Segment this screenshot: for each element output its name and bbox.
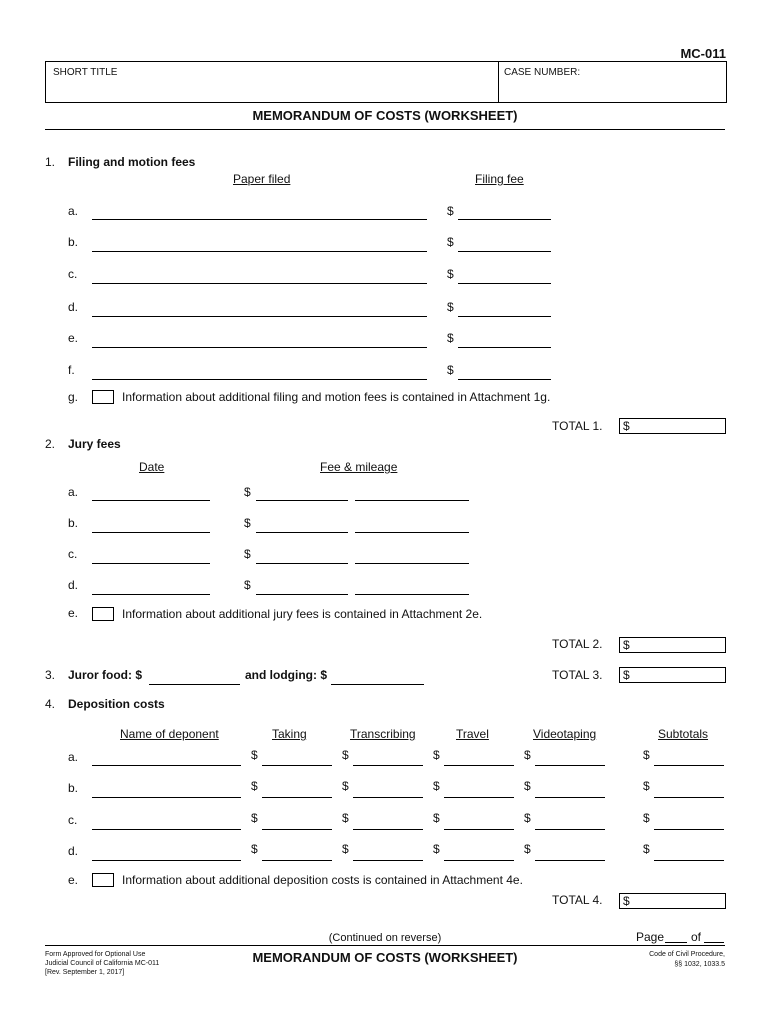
total-3-label: TOTAL 3. xyxy=(552,668,603,682)
dollar-sign: $ xyxy=(447,363,454,377)
dollar-sign: $ xyxy=(251,811,258,825)
dollar-sign: $ xyxy=(251,779,258,793)
footer-divider xyxy=(45,945,725,946)
dollar-sign: $ xyxy=(447,331,454,345)
row-label: d. xyxy=(68,300,79,314)
subtotal-line[interactable] xyxy=(654,829,724,830)
section1-number: 1. xyxy=(45,155,56,169)
total-4-label: TOTAL 4. xyxy=(552,893,603,907)
fee-line[interactable] xyxy=(256,500,348,501)
travel-line[interactable] xyxy=(444,797,514,798)
col-transcribing: Transcribing xyxy=(350,727,416,741)
dollar-sign: $ xyxy=(433,748,440,762)
deponent-line[interactable] xyxy=(92,797,241,798)
dollar-sign: $ xyxy=(643,779,650,793)
page-label: Page xyxy=(636,930,665,944)
dollar-sign: $ xyxy=(342,842,349,856)
taking-line[interactable] xyxy=(262,860,332,861)
taking-line[interactable] xyxy=(262,765,332,766)
dollar-sign: $ xyxy=(643,842,650,856)
dollar-sign: $ xyxy=(342,811,349,825)
dollar-sign: $ xyxy=(524,779,531,793)
dollar-sign: $ xyxy=(244,485,251,499)
section4-number: 4. xyxy=(45,697,56,711)
section2-title: Jury fees xyxy=(68,437,121,451)
row-label: d. xyxy=(68,844,79,858)
travel-line[interactable] xyxy=(444,860,514,861)
dollar-sign: $ xyxy=(342,779,349,793)
footer-title: MEMORANDUM OF COSTS (WORKSHEET) xyxy=(252,950,518,965)
mileage-line[interactable] xyxy=(355,500,469,501)
dollar-sign: $ xyxy=(643,748,650,762)
section2-col-fee: Fee & mileage xyxy=(320,460,398,474)
taking-line[interactable] xyxy=(262,829,332,830)
videotaping-line[interactable] xyxy=(535,765,605,766)
footer-left-3: [Rev. September 1, 2017] xyxy=(45,969,125,976)
total-3-box[interactable]: $ xyxy=(619,667,726,683)
attachment-1g-text: Information about additional filing and motion fees is contained in Attachment 1g. xyxy=(122,390,551,404)
attachment-2e-text: Information about additional jury fees is contained in Attachment 2e. xyxy=(122,607,483,621)
row-label: e. xyxy=(68,331,79,345)
short-title-input[interactable] xyxy=(52,80,496,100)
short-title-label: SHORT TITLE xyxy=(53,67,118,78)
lodging-label: and lodging: $ xyxy=(245,668,327,682)
fee-line[interactable] xyxy=(256,594,348,595)
form-number: MC-011 xyxy=(680,46,726,61)
dollar-sign: $ xyxy=(244,578,251,592)
filing-fee-line[interactable] xyxy=(458,347,551,348)
col-videotaping: Videotaping xyxy=(533,727,597,741)
section2-col-date: Date xyxy=(139,460,165,474)
dollar-sign: $ xyxy=(447,235,454,249)
dollar-sign: $ xyxy=(433,811,440,825)
deponent-line[interactable] xyxy=(92,765,241,766)
dollar-sign: $ xyxy=(251,842,258,856)
dollar-sign: $ xyxy=(643,811,650,825)
row-label: b. xyxy=(68,516,79,530)
footer-right-1: Code of Civil Procedure, xyxy=(649,951,725,958)
deponent-line[interactable] xyxy=(92,829,241,830)
section2-number: 2. xyxy=(45,437,56,451)
dollar-sign: $ xyxy=(244,547,251,561)
subtotal-line[interactable] xyxy=(654,797,724,798)
paper-filed-line[interactable] xyxy=(92,283,427,284)
col-travel: Travel xyxy=(456,727,489,741)
date-line[interactable] xyxy=(92,594,210,595)
section3-number: 3. xyxy=(45,668,56,682)
filing-fee-line[interactable] xyxy=(458,283,551,284)
dollar-sign: $ xyxy=(447,204,454,218)
row-label: f. xyxy=(68,363,75,377)
title-divider xyxy=(45,129,725,130)
total-4-box[interactable]: $ xyxy=(619,893,726,909)
row-label: a. xyxy=(68,750,79,764)
date-line[interactable] xyxy=(92,563,210,564)
videotaping-line[interactable] xyxy=(535,797,605,798)
transcribing-line[interactable] xyxy=(353,797,423,798)
col-name-of-deponent: Name of deponent xyxy=(120,727,219,741)
transcribing-line[interactable] xyxy=(353,860,423,861)
dollar-sign: $ xyxy=(342,748,349,762)
taking-line[interactable] xyxy=(262,797,332,798)
row-label-e: e. xyxy=(68,606,79,620)
travel-line[interactable] xyxy=(444,765,514,766)
col-subtotals: Subtotals xyxy=(658,727,709,741)
page-number-line[interactable] xyxy=(665,942,687,943)
row-label: a. xyxy=(68,485,79,499)
paper-filed-line[interactable] xyxy=(92,251,427,252)
footer-right-2: §§ 1032, 1033.5 xyxy=(674,961,725,968)
transcribing-line[interactable] xyxy=(353,829,423,830)
date-line[interactable] xyxy=(92,500,210,501)
page-total-line[interactable] xyxy=(704,942,724,943)
paper-filed-line[interactable] xyxy=(92,316,427,317)
total-1-label: TOTAL 1. xyxy=(552,419,603,433)
row-label: b. xyxy=(68,781,79,795)
filing-fee-line[interactable] xyxy=(458,219,551,220)
section1-col-fee: Filing fee xyxy=(475,172,524,186)
attachment-4e-checkbox[interactable] xyxy=(92,873,114,887)
attachment-1g-checkbox[interactable] xyxy=(92,390,114,404)
dollar-sign: $ xyxy=(433,779,440,793)
of-label: of xyxy=(691,930,702,944)
lodging-line[interactable] xyxy=(331,684,424,685)
row-label-g: g. xyxy=(68,390,79,404)
col-taking: Taking xyxy=(272,727,307,741)
transcribing-line[interactable] xyxy=(353,765,423,766)
caption-box xyxy=(45,61,727,103)
videotaping-line[interactable] xyxy=(535,860,605,861)
dollar-sign: $ xyxy=(244,516,251,530)
row-label: a. xyxy=(68,204,79,218)
section4-title: Deposition costs xyxy=(68,697,165,711)
footer-left-2: Judicial Council of California MC-011 xyxy=(45,960,160,967)
row-label: b. xyxy=(68,235,79,249)
subtotal-line[interactable] xyxy=(654,860,724,861)
videotaping-line[interactable] xyxy=(535,829,605,830)
paper-filed-line[interactable] xyxy=(92,379,427,380)
dollar-sign: $ xyxy=(447,300,454,314)
mileage-line[interactable] xyxy=(355,532,469,533)
total-1-box[interactable]: $ xyxy=(619,418,726,434)
filing-fee-line[interactable] xyxy=(458,251,551,252)
attachment-4e-text: Information about additional deposition costs is contained in Attachment 4e. xyxy=(122,873,523,887)
fee-line[interactable] xyxy=(256,532,348,533)
attachment-2e-checkbox[interactable] xyxy=(92,607,114,621)
date-line[interactable] xyxy=(92,532,210,533)
mileage-line[interactable] xyxy=(355,563,469,564)
juror-food-line[interactable] xyxy=(149,684,240,685)
paper-filed-line[interactable] xyxy=(92,219,427,220)
travel-line[interactable] xyxy=(444,829,514,830)
total-2-box[interactable]: $ xyxy=(619,637,726,653)
row-label-e: e. xyxy=(68,873,79,887)
dollar-sign: $ xyxy=(524,811,531,825)
mileage-line[interactable] xyxy=(355,594,469,595)
row-label: c. xyxy=(68,547,78,561)
case-number-label: CASE NUMBER: xyxy=(504,67,581,78)
dollar-sign: $ xyxy=(524,748,531,762)
fee-line[interactable] xyxy=(256,563,348,564)
dollar-sign: $ xyxy=(251,748,258,762)
section1-col-paper: Paper filed xyxy=(233,172,291,186)
dollar-sign: $ xyxy=(524,842,531,856)
filing-fee-line[interactable] xyxy=(458,379,551,380)
row-label: c. xyxy=(68,813,78,827)
continued-note: (Continued on reverse) xyxy=(328,932,442,944)
row-label: c. xyxy=(68,267,78,281)
subtotal-line[interactable] xyxy=(654,765,724,766)
page-title: MEMORANDUM OF COSTS (WORKSHEET) xyxy=(252,108,518,123)
section1-title: Filing and motion fees xyxy=(68,155,196,169)
row-label: d. xyxy=(68,578,79,592)
paper-filed-line[interactable] xyxy=(92,347,427,348)
juror-food-label: Juror food: $ xyxy=(68,668,142,682)
deponent-line[interactable] xyxy=(92,860,241,861)
dollar-sign: $ xyxy=(447,267,454,281)
case-number-input[interactable] xyxy=(504,80,723,100)
total-2-label: TOTAL 2. xyxy=(552,637,603,651)
filing-fee-line[interactable] xyxy=(458,316,551,317)
dollar-sign: $ xyxy=(433,842,440,856)
footer-left-1: Form Approved for Optional Use xyxy=(45,951,146,958)
